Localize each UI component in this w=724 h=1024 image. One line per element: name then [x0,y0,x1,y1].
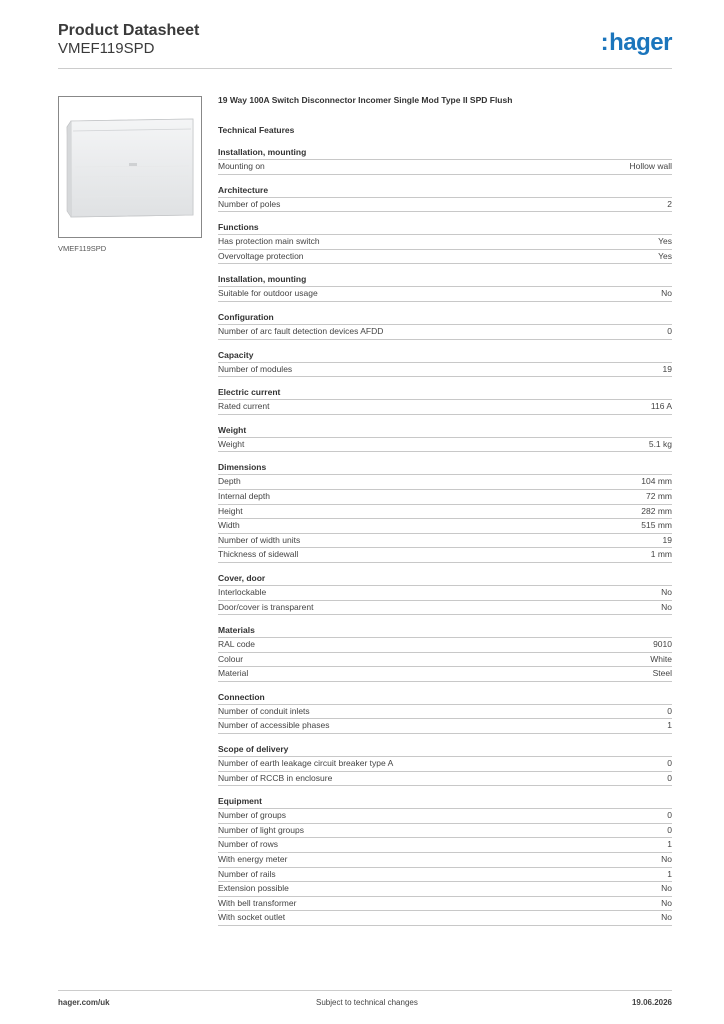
feature-group [218,147,672,175]
feature-label: Number of modules [218,363,293,374]
feature-label: Number of accessible phases [218,720,330,731]
feature-group [218,744,672,786]
group-title: Electric current [218,387,672,400]
feature-group [218,692,672,734]
feature-row [218,400,672,415]
feature-label: Number of RCCB in enclosure [218,772,333,783]
feature-value: No [661,586,672,597]
footer-divider [58,990,672,991]
footer-website-link[interactable]: hager.com/uk [58,998,110,1007]
group-title: Configuration [218,312,672,325]
feature-row [218,853,672,868]
feature-label: Weight [218,438,245,449]
feature-value: 9010 [653,639,672,650]
feature-row [218,250,672,265]
feature-row [218,653,672,668]
feature-row [218,772,672,787]
feature-label: With socket outlet [218,912,286,923]
product-description: 19 Way 100A Switch Disconnector Incomer Single Mod Type II SPD Flush [218,95,513,105]
image-caption: VMEF119SPD [58,244,107,253]
feature-row [218,809,672,824]
feature-label: With bell transformer [218,897,297,908]
feature-value: No [661,897,672,908]
feature-label: Number of earth leakage circuit breaker type A [218,758,394,769]
feature-label: Door/cover is transparent [218,601,314,612]
feature-value: 515 mm [641,520,672,531]
feature-value: No [661,912,672,923]
group-title: Architecture [218,185,672,198]
footer-disclaimer: Subject to technical changes [316,998,418,1007]
feature-label: Internal depth [218,490,270,501]
feature-row [218,705,672,720]
page-title: Product Datasheet [58,22,200,39]
feature-group [218,312,672,340]
group-title: Functions [218,222,672,235]
feature-row [218,438,672,453]
feature-row [218,586,672,601]
feature-label: Number of rails [218,868,276,879]
footer-date: 19.06.2026 [631,998,672,1007]
group-title: Installation, mounting [218,147,672,160]
feature-row [218,882,672,897]
feature-label: Suitable for outdoor usage [218,288,318,299]
feature-label: Mounting on [218,161,265,171]
feature-row [218,235,672,250]
group-title: Capacity [218,350,672,363]
feature-value: 1 mm [650,549,672,560]
feature-label: Colour [218,653,244,664]
feature-value: 0 [667,772,672,783]
feature-label: Number of light groups [218,824,304,835]
header-divider [58,68,672,69]
feature-value: 282 mm [641,505,672,516]
feature-value: 5.1 kg [648,438,672,449]
feature-label: Overvoltage protection [218,250,304,261]
enclosure-illustration [59,97,201,237]
feature-value: White [650,653,672,664]
feature-row [218,160,672,175]
feature-value: No [661,601,672,612]
group-title: Materials [218,625,672,638]
feature-value: 0 [667,705,672,716]
feature-row [218,719,672,734]
feature-row [218,868,672,883]
feature-label: Extension possible [218,883,289,894]
feature-label: Thickness of sidewall [218,549,299,560]
feature-groups [218,147,672,926]
group-title: Installation, mounting [218,274,672,287]
feature-label: RAL code [218,639,256,650]
feature-label: Number of conduit inlets [218,705,310,716]
feature-label: With energy meter [218,854,288,865]
feature-value: 2 [667,198,672,209]
feature-label: Rated current [218,401,270,412]
feature-group [218,274,672,302]
feature-row [218,824,672,839]
feature-value: 0 [667,824,672,835]
feature-value: No [661,288,672,299]
group-title: Equipment [218,796,672,809]
feature-group [218,462,672,563]
group-title: Cover, door [218,573,672,586]
feature-row [218,198,672,213]
feature-label: Number of poles [218,198,281,209]
feature-label: Number of width units [218,534,301,545]
feature-label: Material [218,668,249,679]
feature-row [218,534,672,549]
feature-group [218,185,672,213]
feature-value: Yes [658,250,672,261]
feature-value: 0 [667,810,672,821]
feature-value: No [661,854,672,865]
feature-value: 1 [667,720,672,731]
feature-value: 0 [667,758,672,769]
feature-row [218,475,672,490]
feature-group [218,796,672,926]
group-title: Scope of delivery [218,744,672,757]
feature-row [218,897,672,912]
product-image [58,96,202,238]
feature-label: Height [218,505,243,516]
hager-logo [601,29,672,57]
feature-value: 19 [662,363,672,374]
feature-value: 116 A [650,401,672,412]
feature-row [218,757,672,772]
feature-label: Number of arc fault detection devices AFDD [218,325,384,336]
feature-row [218,505,672,520]
datasheet-content [218,95,672,936]
feature-value: 1 [667,839,672,850]
feature-row [218,325,672,340]
feature-row [218,287,672,302]
feature-row [218,363,672,378]
feature-value: 104 mm [641,476,672,487]
feature-value: 0 [667,325,672,336]
feature-label: Depth [218,476,241,487]
feature-label: Interlockable [218,586,267,597]
feature-row [218,638,672,653]
logo-prefix: : [600,29,609,56]
feature-label: Number of rows [218,839,278,850]
logo-text: hager [609,29,672,56]
feature-row [218,911,672,926]
feature-group [218,222,672,264]
feature-group [218,425,672,453]
feature-group [218,625,672,682]
feature-row [218,601,672,616]
feature-group [218,387,672,415]
product-code: VMEF119SPD [58,40,155,57]
group-title: Weight [218,425,672,438]
feature-value: Hollow wall [629,161,672,171]
feature-value: No [661,883,672,894]
feature-label: Width [218,520,240,531]
feature-value: Yes [658,236,672,247]
page-header [58,21,199,58]
feature-value: 19 [662,534,672,545]
feature-label: Number of groups [218,810,287,821]
group-title: Connection [218,692,672,705]
feature-value: 1 [667,868,672,879]
feature-group [218,350,672,378]
feature-value: Steel [652,668,672,679]
section-heading: Technical Features [218,125,295,135]
feature-row [218,548,672,563]
group-title: Dimensions [218,462,672,475]
feature-row [218,667,672,682]
feature-row [218,519,672,534]
feature-row [218,490,672,505]
feature-value: 72 mm [646,490,672,501]
feature-group [218,573,672,615]
feature-row [218,838,672,853]
feature-label: Has protection main switch [218,236,320,247]
